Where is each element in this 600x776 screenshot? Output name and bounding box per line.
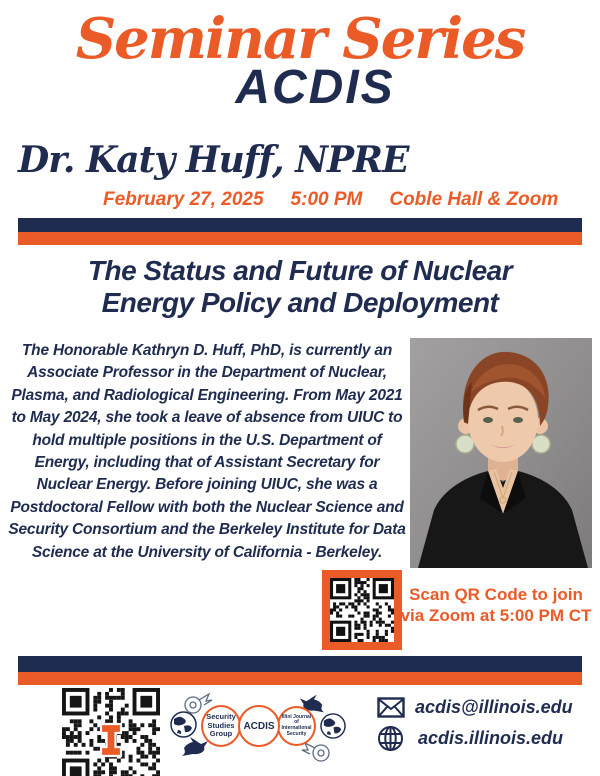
envelope-icon: [377, 697, 405, 718]
zoom-qr-pattern: [330, 578, 394, 642]
event-date: February 27, 2025: [103, 189, 264, 210]
event-time: 5:00 PM: [290, 189, 363, 210]
website-address: acdis.illinois.edu: [418, 728, 564, 748]
divider-bar-navy-top: [18, 218, 582, 232]
talk-title: [0, 255, 600, 319]
logo-circle-ijis: Illini Journal of International Security: [277, 706, 316, 746]
email-row: [377, 697, 573, 718]
logo-circle-acdis: ACDIS: [238, 705, 280, 747]
divider-bar-navy-bottom: [18, 656, 582, 672]
zoom-qr-code: [322, 570, 402, 650]
talk-title-line2: Energy Policy and Deployment: [101, 287, 499, 318]
divider-bar-orange-bottom: [18, 672, 582, 685]
web-globe-icon: [377, 725, 404, 752]
scan-instruction-line2: via Zoom at 5:00 PM CT: [400, 606, 592, 625]
contact-block: [377, 697, 573, 752]
acdis-wordmark: ACDIS: [235, 61, 395, 114]
event-details: [103, 189, 558, 211]
website-row: [377, 725, 573, 752]
email-address: acdis@illinois.edu: [415, 697, 573, 717]
acdis-logo-cluster: [170, 686, 348, 774]
illinois-block-i-logo: [98, 722, 124, 758]
logo-circles: [201, 705, 316, 747]
scan-instruction: [400, 584, 592, 626]
event-location: Coble Hall & Zoom: [389, 189, 559, 210]
speaker-bio: The Honorable Kathryn D. Huff, PhD, is currently an Associate Professor in the Department of Nuclear, Plasma, and Radiological Engineering. From May 2021 to May 2024, she took a leave of absence from UIUC to hold multiple positions in the U.S. Department of Energy, including that of Assistant Secretary for Nuclear Energy. Before joining UIUC, she was a Postdoctoral Fellow with both the Nuclear Science and Security Consortium and the Berkeley Institute for Data Science at the University of California - Berkeley.: [8, 342, 406, 561]
speaker-photo: [410, 338, 592, 568]
scan-instruction-line1: Scan QR Code to join: [409, 585, 583, 604]
divider-bar-orange-top: [18, 232, 582, 245]
logo-circle-ssg: Security Studies Group: [201, 705, 241, 747]
speaker-name: Dr. Katy Huff, NPRE: [18, 139, 409, 181]
series-title: Seminar Series: [75, 6, 525, 72]
talk-title-line1: The Status and Future of Nuclear: [87, 255, 513, 286]
globe-icon: [320, 713, 346, 739]
globe-icon: [170, 711, 197, 738]
